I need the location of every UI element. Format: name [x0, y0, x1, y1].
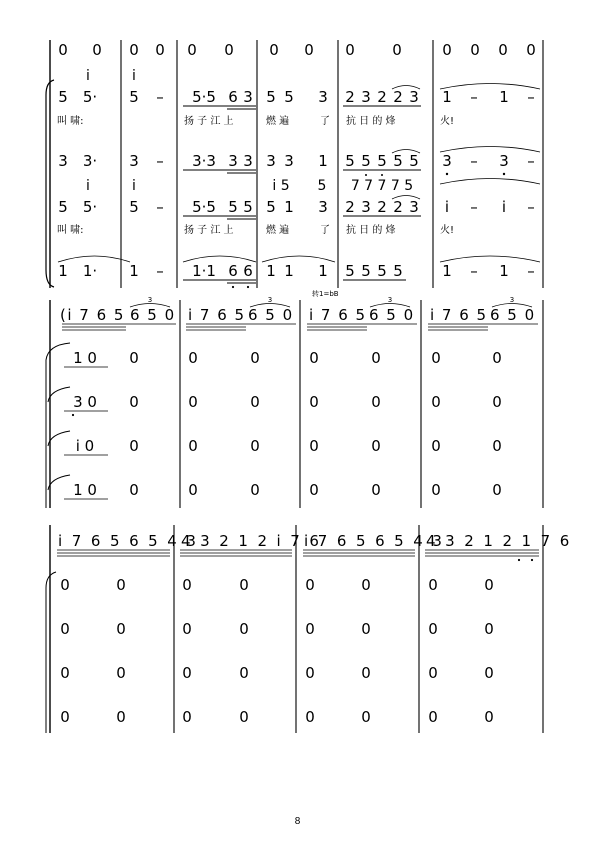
- note: 0: [250, 349, 260, 367]
- part-2-s2: [73, 393, 502, 411]
- dots-s1v5: [232, 286, 249, 288]
- part-3-s3: [60, 664, 494, 682]
- note: 0: [129, 437, 139, 455]
- note: 0: [484, 708, 494, 726]
- note: 5: [345, 262, 355, 280]
- note: i: [444, 198, 450, 216]
- note: 0: [60, 664, 70, 682]
- part-2-s3: [60, 620, 494, 638]
- note: i: [86, 178, 90, 194]
- note: 0: [492, 437, 502, 455]
- note: 0: [116, 664, 126, 682]
- note: –: [470, 198, 478, 216]
- note: 0: [484, 620, 494, 638]
- note: –: [470, 262, 478, 280]
- lyric: 了: [320, 116, 330, 127]
- lyric: 燃 遍: [266, 116, 290, 127]
- note: 0: [182, 708, 192, 726]
- note: 0: [239, 708, 249, 726]
- low-dots-s3: [518, 559, 533, 561]
- low-dot: [72, 414, 74, 416]
- note: 0: [361, 576, 371, 594]
- note: 0: [182, 576, 192, 594]
- note: 5: [345, 152, 355, 170]
- note: 5: [129, 198, 139, 216]
- note: 0: [484, 576, 494, 594]
- note: 0: [431, 349, 441, 367]
- note: –: [470, 88, 478, 106]
- note-group: 6 5 0: [490, 306, 536, 324]
- note-group: i 0: [75, 437, 95, 455]
- note: 1: [499, 262, 509, 280]
- system-2: [46, 289, 543, 508]
- note: 3: [318, 198, 328, 216]
- staff-s1v4: [58, 198, 535, 216]
- note: 0: [428, 620, 438, 638]
- note: 3: [129, 152, 139, 170]
- note: i: [132, 68, 136, 84]
- note: 0: [239, 620, 249, 638]
- note: 0: [309, 349, 319, 367]
- note: 0: [129, 393, 139, 411]
- lyric: 抗 日 的 烽: [346, 116, 396, 127]
- note: 1: [318, 262, 328, 280]
- note: 0: [361, 708, 371, 726]
- page-number: 8: [294, 816, 301, 827]
- note: 0: [470, 41, 480, 59]
- dots-s1v3: [365, 173, 505, 176]
- triplet-label: 3: [509, 296, 515, 304]
- note: 3: [266, 152, 276, 170]
- note: 2: [345, 88, 355, 106]
- note: 5: [317, 178, 327, 194]
- note: –: [156, 262, 164, 280]
- note: 1·: [82, 262, 98, 280]
- lyric: 叫 啸:: [57, 225, 84, 236]
- part-1-s3: [60, 576, 494, 594]
- note: 5·5: [192, 198, 216, 216]
- note: 3·: [82, 152, 98, 170]
- note: 3: [409, 198, 419, 216]
- note: 5: [409, 152, 419, 170]
- lyric: 燃 遍: [266, 225, 290, 236]
- note: 1: [442, 262, 452, 280]
- note: 0: [361, 620, 371, 638]
- note: 5: [361, 262, 371, 280]
- note: 5: [393, 262, 403, 280]
- note: 0: [250, 437, 260, 455]
- note: 2: [345, 198, 355, 216]
- note: 0: [239, 576, 249, 594]
- note-group: 1 0: [73, 481, 97, 499]
- note: 0: [224, 41, 234, 59]
- melody-s2: [60, 306, 536, 324]
- note: 0: [305, 576, 315, 594]
- note: 0: [155, 41, 165, 59]
- underlines-s3: [57, 550, 539, 556]
- note: 5·5: [192, 88, 216, 106]
- note: 0: [250, 393, 260, 411]
- melody-s3: [58, 532, 572, 550]
- note: 5: [377, 262, 387, 280]
- note: 3: [499, 152, 509, 170]
- note: i: [86, 68, 90, 84]
- triplet-label: 3: [147, 296, 153, 304]
- note: 2: [377, 198, 387, 216]
- note: 0: [304, 41, 314, 59]
- note: 0: [250, 481, 260, 499]
- note: 6: [228, 88, 238, 106]
- note: 0: [58, 41, 68, 59]
- lyric: 叫 啸:: [57, 116, 84, 127]
- upper-notes-s1v2: [86, 68, 136, 84]
- note: 0: [309, 481, 319, 499]
- lyric-s1v4: [57, 223, 454, 236]
- note-group: i 7 6 5 6 5 4 3: [304, 532, 445, 550]
- note: 0: [431, 393, 441, 411]
- note: 0: [309, 393, 319, 411]
- note: 1: [318, 152, 328, 170]
- staff-s1v3: [58, 152, 535, 170]
- system-brace: [46, 572, 56, 733]
- note: 0: [129, 481, 139, 499]
- note: 0: [361, 664, 371, 682]
- triplet-label: 3: [387, 296, 393, 304]
- note: 5: [266, 88, 276, 106]
- note: 3: [58, 152, 68, 170]
- note: –: [527, 88, 535, 106]
- lyric-s1v2: [57, 114, 454, 127]
- triplet-label: 3: [267, 296, 273, 304]
- note: 1: [284, 262, 294, 280]
- note: 0: [187, 41, 197, 59]
- note: 0: [492, 349, 502, 367]
- note: –: [156, 198, 164, 216]
- note: 5: [377, 152, 387, 170]
- note: 5: [243, 198, 253, 216]
- note-group: 3 0: [73, 393, 97, 411]
- note: 0: [116, 576, 126, 594]
- note: 3: [243, 152, 253, 170]
- note: 3: [284, 152, 294, 170]
- note: 5: [284, 88, 294, 106]
- note: 0: [305, 708, 315, 726]
- lyric: 抗 日 的 烽: [346, 225, 396, 236]
- note: 0: [188, 437, 198, 455]
- part-1-s2: [73, 349, 502, 367]
- underlines-s1v3: [183, 170, 421, 173]
- lyric: 火!: [440, 116, 455, 127]
- note: 1: [58, 262, 68, 280]
- barlines-s1: [121, 40, 543, 288]
- note: 3: [228, 152, 238, 170]
- note-group: 4 3 2 1 2 1 7 6: [426, 532, 572, 550]
- system-1: [46, 40, 543, 288]
- note: 0: [182, 620, 192, 638]
- note: i 5: [272, 178, 290, 194]
- note: 0: [188, 349, 198, 367]
- part-3-s2: [76, 437, 502, 455]
- note: 0: [498, 41, 508, 59]
- note: 3: [318, 88, 328, 106]
- note: –: [156, 88, 164, 106]
- note: 1: [129, 262, 139, 280]
- note: 0: [492, 393, 502, 411]
- staff-s1v2: [58, 88, 535, 106]
- note-group: (i 7 6 5: [60, 306, 125, 324]
- note: –: [527, 198, 535, 216]
- brace-part-4: [48, 475, 70, 490]
- note-group: 6 5 0: [248, 306, 294, 324]
- note: 0: [442, 41, 452, 59]
- note: 3·3: [192, 152, 216, 170]
- note: 1·1: [192, 262, 216, 280]
- note: 0: [431, 437, 441, 455]
- note: 0: [371, 393, 381, 411]
- note: i: [132, 178, 136, 194]
- note: 0: [431, 481, 441, 499]
- note: 0: [60, 576, 70, 594]
- underlines-s1v2: [183, 106, 421, 109]
- note: 2: [393, 88, 403, 106]
- note: 0: [188, 393, 198, 411]
- note: 5: [266, 198, 276, 216]
- note: –: [156, 152, 164, 170]
- note: 0: [371, 349, 381, 367]
- part-4-s3: [60, 708, 494, 726]
- note: 6: [243, 262, 253, 280]
- note: 7 7 7 7 5: [350, 178, 414, 194]
- note: 5: [228, 198, 238, 216]
- note: 0: [239, 664, 249, 682]
- note-group: 6 5 0: [369, 306, 415, 324]
- part-4-s2: [73, 481, 502, 499]
- note: 2: [377, 88, 387, 106]
- note: 5·: [82, 198, 98, 216]
- note: 2: [393, 198, 403, 216]
- note: 0: [92, 41, 102, 59]
- note: 0: [60, 708, 70, 726]
- note: –: [527, 152, 535, 170]
- note: 6: [228, 262, 238, 280]
- note: 0: [129, 41, 139, 59]
- note-group: i 7 6 5: [188, 306, 246, 324]
- note-group: 4 3 2 1 2 i 7 6: [181, 532, 322, 550]
- lyric: 扬 子 江 上: [184, 116, 234, 127]
- note-group: i 7 6 5 6 5 4 3: [58, 532, 199, 550]
- note: 3: [243, 88, 253, 106]
- note: 3: [361, 198, 371, 216]
- note: 5: [361, 152, 371, 170]
- note: –: [527, 262, 535, 280]
- note-group: 6 5 0: [130, 306, 176, 324]
- note: 1: [266, 262, 276, 280]
- note: 5·: [82, 88, 98, 106]
- note: 0: [371, 481, 381, 499]
- key-change-label: 转1=bB: [312, 290, 339, 298]
- note: 0: [305, 664, 315, 682]
- note: 5: [393, 152, 403, 170]
- note: 0: [428, 576, 438, 594]
- slurs-s1v4: [392, 179, 540, 200]
- note: 5: [58, 198, 68, 216]
- note: 1: [284, 198, 294, 216]
- note: 5: [58, 88, 68, 106]
- note: 0: [492, 481, 502, 499]
- note-group: i 7 6 5: [430, 306, 488, 324]
- system-3: [46, 525, 572, 733]
- note: 1: [499, 88, 509, 106]
- note: i: [501, 198, 507, 216]
- lyric: 扬 子 江 上: [184, 225, 234, 236]
- note: 0: [269, 41, 279, 59]
- note: 3: [361, 88, 371, 106]
- note: 0: [428, 708, 438, 726]
- upper-notes-s1v4: [86, 178, 413, 194]
- underlines-s1v4: [183, 216, 421, 219]
- note: 0: [129, 349, 139, 367]
- note-group: 1 0: [73, 349, 97, 367]
- note: 0: [188, 481, 198, 499]
- note: 0: [392, 41, 402, 59]
- lyric: 火!: [440, 225, 455, 236]
- note: 0: [428, 664, 438, 682]
- note: 0: [182, 664, 192, 682]
- note-group: i 7 6 5: [309, 306, 367, 324]
- underlines-s1v5: [183, 280, 406, 283]
- note: 0: [371, 437, 381, 455]
- note: 0: [484, 664, 494, 682]
- note: 0: [305, 620, 315, 638]
- note: –: [470, 152, 478, 170]
- note: 0: [60, 620, 70, 638]
- note: 5: [129, 88, 139, 106]
- brace-part-3: [48, 431, 70, 446]
- staff-s1v5: [58, 262, 535, 280]
- note: 0: [309, 437, 319, 455]
- note: 1: [442, 88, 452, 106]
- lyric: 了: [320, 225, 330, 236]
- note: 0: [116, 620, 126, 638]
- staff-s1v1: [58, 41, 536, 59]
- note: 3: [442, 152, 452, 170]
- note: 0: [345, 41, 355, 59]
- note: 0: [526, 41, 536, 59]
- barlines-s2: [180, 300, 543, 508]
- note: 3: [409, 88, 419, 106]
- brace-part-2: [48, 387, 70, 402]
- note: 0: [116, 708, 126, 726]
